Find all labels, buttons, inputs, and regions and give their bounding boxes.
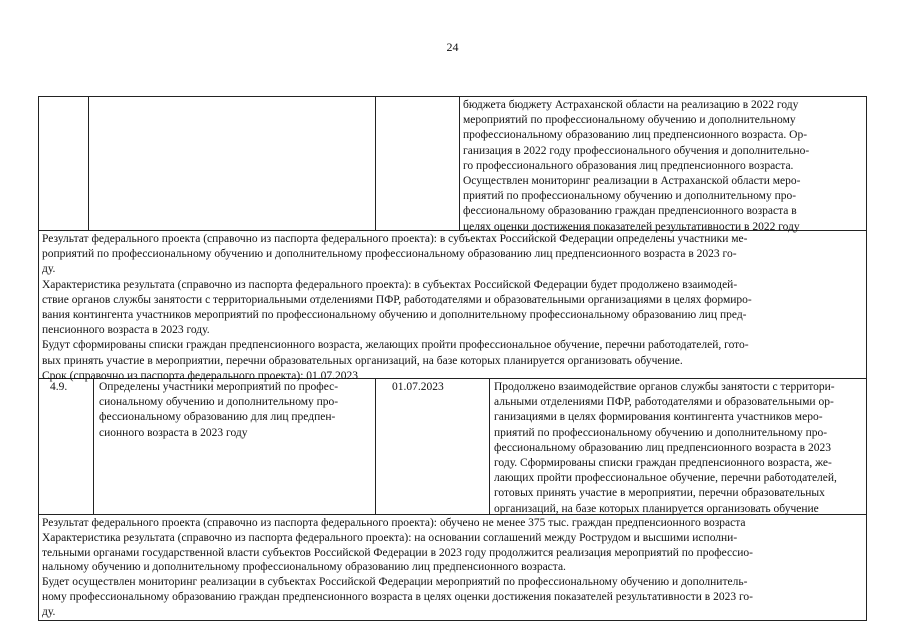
text-line: лающих пройти профессиональное обучение, перечни работодателей, bbox=[494, 472, 837, 485]
text-line: фессиональному образованию лиц предпенсионного возраста в 2023 bbox=[494, 441, 831, 454]
text-line: альными отделениями ПФР, работодателями и образовательными ор- bbox=[494, 396, 834, 409]
text-line: фессиональному образованию граждан предпенсионного возраста в bbox=[463, 205, 797, 218]
text-line: ганизациями в целях формирования контингента участников меро- bbox=[494, 411, 823, 424]
row-49-divider-1 bbox=[93, 378, 94, 514]
text-line: приятий по профессиональному обучению и дополнительному про- bbox=[463, 190, 797, 203]
text-line: го профессионального образования лиц предпенсионного возраста. bbox=[463, 159, 794, 172]
text-line: Продолжено взаимодействие органов службы занятости с территори- bbox=[494, 381, 835, 393]
text-line: Результат федерального проекта (справочно из паспорта федерального проекта): обучено не менее 375 тыс. граждан предпенсионного возраста bbox=[42, 517, 746, 529]
row-49-number: 4.9. bbox=[50, 381, 68, 393]
text-line: организаций, на базе которых планируется организовать обучение bbox=[494, 502, 819, 515]
row-49-divider-2 bbox=[375, 378, 376, 514]
text-line: мероприятий по профессиональному обучению и дополнительному bbox=[463, 114, 796, 127]
text-line: готовых принять участие в мероприятии, перечни образовательных bbox=[494, 487, 825, 500]
row-49-description bbox=[494, 380, 862, 517]
text-line: Будет осуществлен мониторинг реализации в субъектах Российской Федерации мероприятий по профессиональному обучению и дополнитель- bbox=[42, 576, 748, 589]
text-line: году. Сформированы списки граждан предпенсионного возраста, же- bbox=[494, 457, 832, 470]
text-line: профессиональному образованию лиц предпенсионного возраста. Ор- bbox=[463, 129, 808, 142]
text-line: Характеристика результата (справочно из паспорта федерального проекта): в субъектах Российской Федерации будет продолжено взаимодей- bbox=[42, 278, 738, 291]
text-line: ганизация в 2022 году профессионального обучения и дополнительно- bbox=[463, 144, 810, 157]
text-line: ному профессиональному образованию граждан предпенсионного возраста в целях оценки достижения показателей результативности в 2023 го- bbox=[42, 590, 753, 603]
text-line: бюджета бюджету Астраханской области на реализацию в 2022 году bbox=[463, 99, 799, 111]
text-line: ствие органов службы занятости с территориальными отделениями ПФР, работодателями и образовательными организациями в целях формиро- bbox=[42, 293, 752, 306]
text-line: вых принять участие в мероприятии, перечни образовательных организаций, на базе которых планируется организовать обучение. bbox=[42, 354, 683, 367]
text-line: Будут сформированы списки граждан предпенсионного возраста, желающих пройти профессиональное обучение, перечни работодателей, гото- bbox=[42, 339, 749, 352]
row-top-divider-3 bbox=[459, 96, 460, 230]
text-line: ду. bbox=[42, 605, 56, 618]
row-49-name bbox=[99, 380, 371, 441]
text-line: целях оценки достижения показателей результативности в 2022 году bbox=[463, 220, 800, 233]
text-line: Результат федерального проекта (справочно из паспорта федерального проекта): в субъектах Российской Федерации определены участники ме- bbox=[42, 233, 748, 245]
text-line: тельными органами государственной власти субъектов Российской Федерации в 2023 году продолжится реализация мероприятий по профессио- bbox=[42, 546, 753, 559]
table-border-top bbox=[38, 96, 867, 97]
text-line: фессиональному образованию для лиц предпен- bbox=[99, 411, 336, 424]
row-49-divider-3 bbox=[489, 378, 490, 514]
table-border-bottom bbox=[38, 620, 867, 621]
page-number: 24 bbox=[446, 40, 459, 54]
text-line: ду. bbox=[42, 263, 56, 276]
text-line: Осуществлен мониторинг реализации в Астраханской области меро- bbox=[463, 175, 801, 188]
table-border-right bbox=[866, 96, 867, 620]
row-49-date: 01.07.2023 bbox=[392, 381, 444, 393]
row-top-divider-1 bbox=[88, 96, 89, 230]
text-line: нальному обучению и дополнительному профессиональному образованию лиц предпенсионного возраста. bbox=[42, 561, 566, 574]
text-line: сионного возраста в 2023 году bbox=[99, 426, 248, 439]
text-line: приятий по профессиональному обучению и дополнительному про- bbox=[494, 426, 828, 439]
table-border-left bbox=[38, 96, 39, 620]
text-line: сиональному обучению и дополнительному про- bbox=[99, 396, 339, 409]
text-line: пенсионного возраста в 2023 году. bbox=[42, 324, 210, 337]
text-line: роприятий по профессиональному обучению и дополнительному профессиональному образованию лиц предпенсионного возраста в 2023 го- bbox=[42, 248, 737, 261]
row-top-description bbox=[463, 98, 863, 235]
federal-project-result-block-1 bbox=[42, 232, 864, 384]
text-line: Определены участники мероприятий по профес- bbox=[99, 381, 339, 393]
text-line: Срок (справочно из паспорта федерального проекта): 01.07.2023 bbox=[42, 369, 359, 382]
text-line: вания контингента участников мероприятий по профессиональному обучению и дополнительному профессиональному образованию лиц пред- bbox=[42, 309, 747, 322]
row-top-divider-2 bbox=[375, 96, 376, 230]
text-line: Характеристика результата (справочно из паспорта федерального проекта): на основании соглашений между Рострудом и высшими исполни- bbox=[42, 531, 738, 544]
federal-project-result-block-2 bbox=[42, 516, 864, 620]
